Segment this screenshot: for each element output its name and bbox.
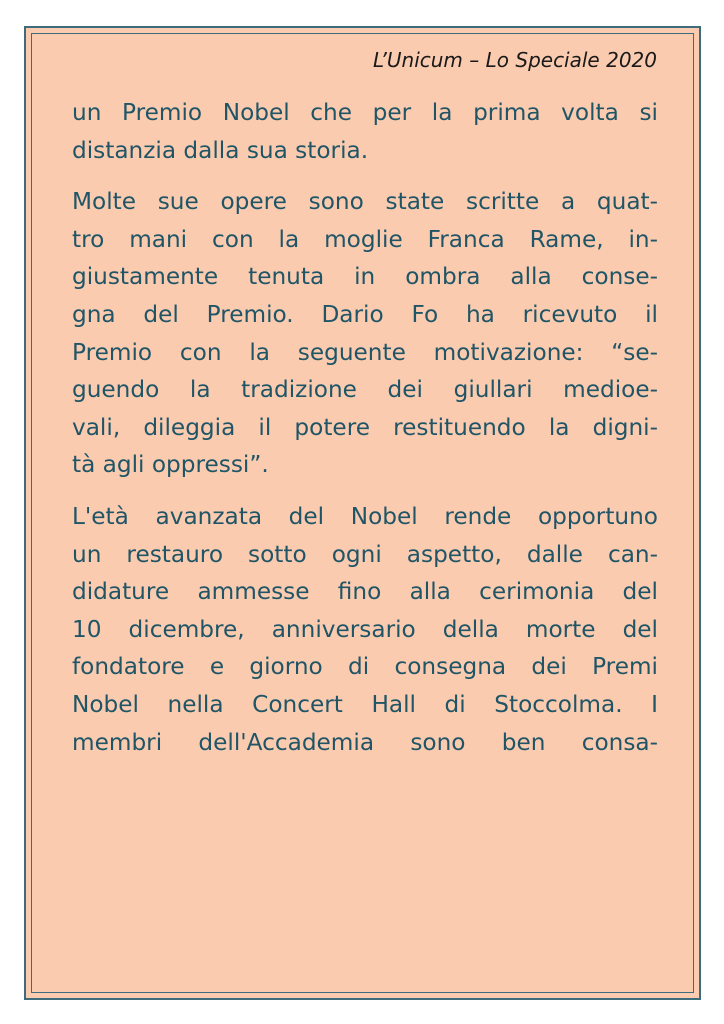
text-line: gna del Premio. Dario Fo ha ricevuto il (72, 300, 658, 328)
text-line: Molte sue opere sono state scritte a quat- (72, 188, 658, 216)
paragraph-1 (72, 94, 658, 169)
running-header: L’Unicum – Lo Speciale 2020 (372, 48, 657, 72)
text-line: didature ammesse fino alla cerimonia del (72, 578, 658, 606)
text-line: fondatore e giorno di consegna dei Premi (72, 653, 658, 681)
text-line: L'età avanzata del Nobel rende opportuno (72, 502, 658, 530)
text-line: vali, dileggia il potere restituendo la digni- (72, 413, 658, 441)
text-line: guendo la tradizione dei giullari medioe- (72, 376, 658, 404)
text-line: membri dell'Accademia sono ben consa- (72, 728, 658, 756)
paragraph-2 (72, 183, 658, 484)
text-line: tro mani con la moglie Franca Rame, in- (72, 225, 658, 253)
text-line: tà agli oppressi”. (72, 451, 269, 479)
article-body (72, 94, 658, 775)
text-line: distanzia dalla sua storia. (72, 136, 369, 164)
text-line: Nobel nella Concert Hall di Stoccolma. I (72, 690, 658, 718)
document-page (24, 26, 701, 1000)
text-line: giustamente tenuta in ombra alla conse- (72, 263, 658, 291)
paragraph-3 (72, 498, 658, 761)
text-line: un Premio Nobel che per la prima volta si (72, 99, 658, 126)
text-line: Premio con la seguente motivazione: “se- (72, 338, 658, 366)
text-line: 10 dicembre, anniversario della morte del (72, 615, 658, 643)
text-line: un restauro sotto ogni aspetto, dalle can- (72, 540, 658, 568)
